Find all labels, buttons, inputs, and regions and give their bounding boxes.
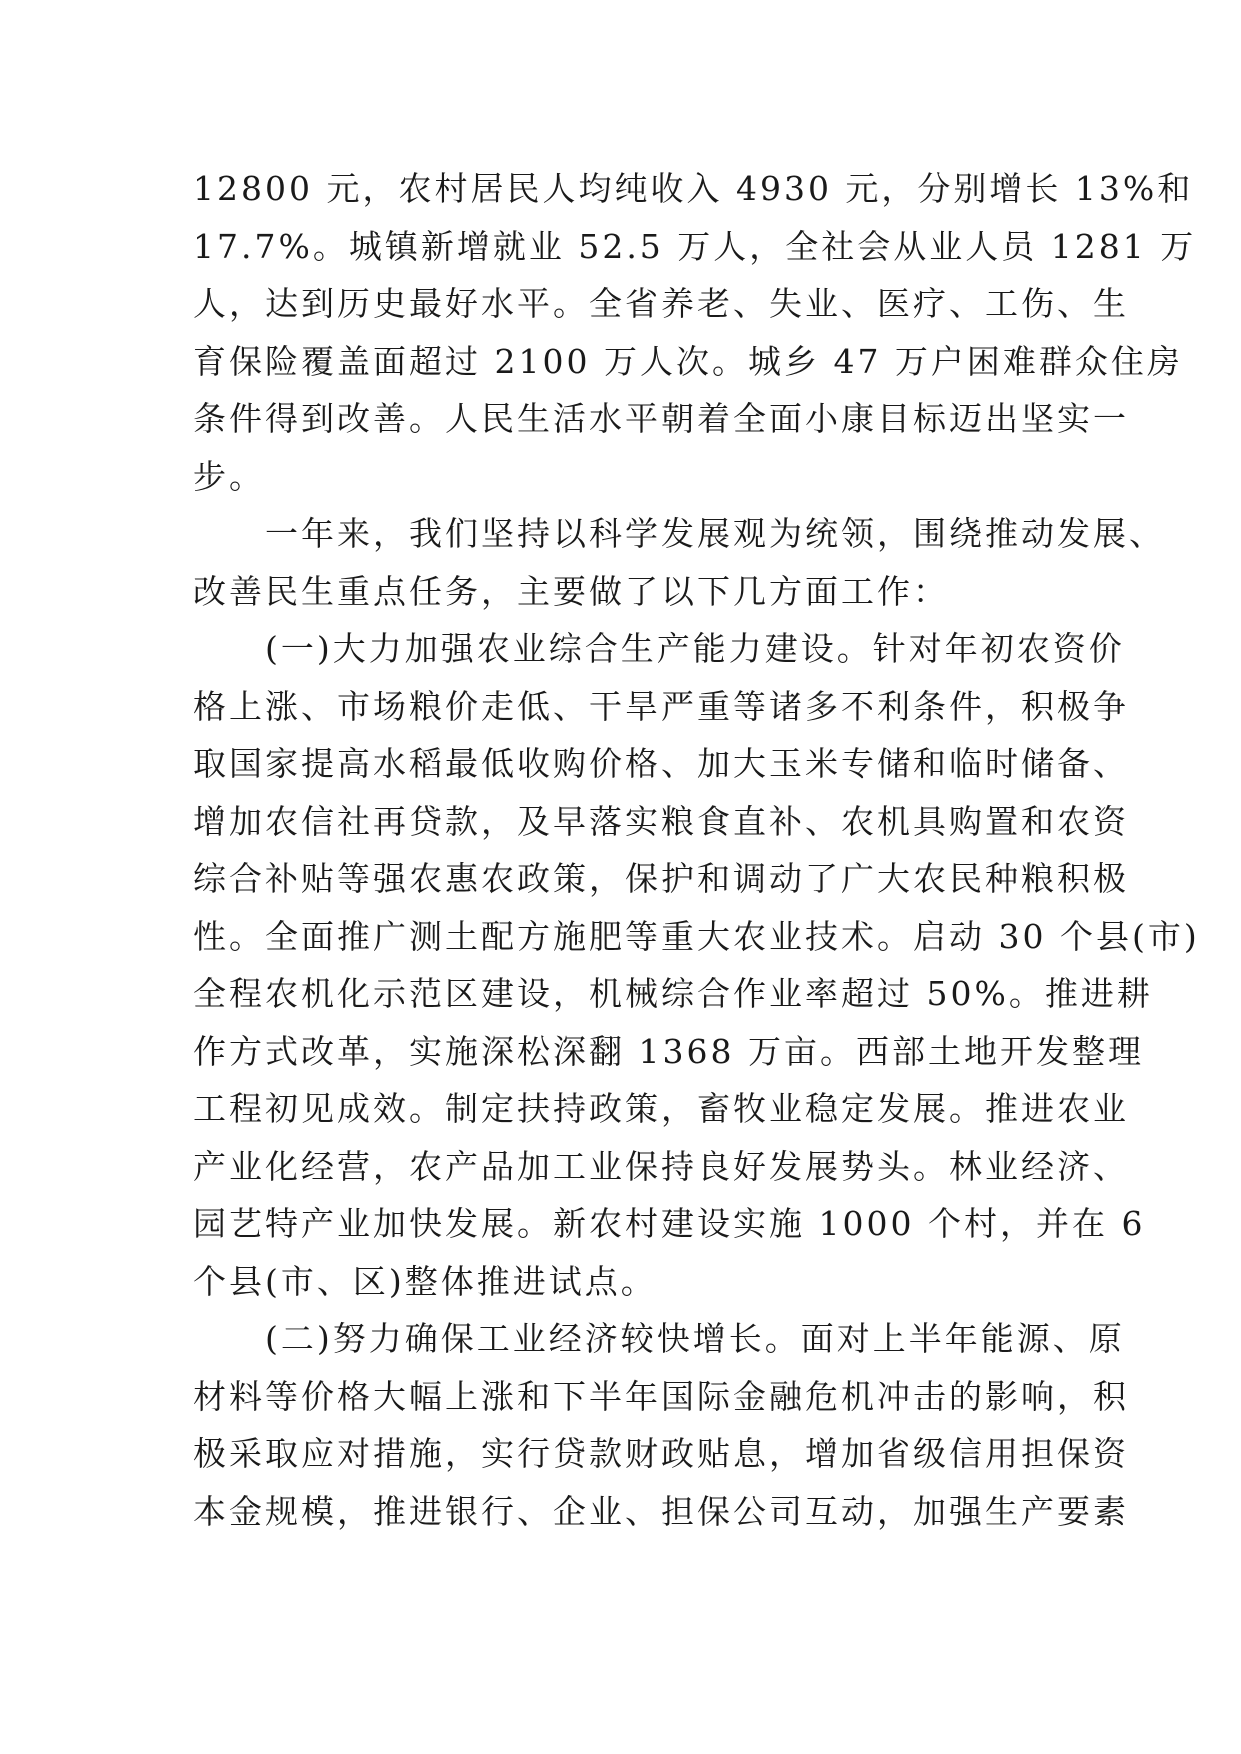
text-line: 17.7%。城镇新增就业 52.5 万人，全社会从业人员 1281 万: [193, 226, 1197, 266]
text-line: 本金规模，推进银行、企业、担保公司互动，加强生产要素: [193, 1491, 1129, 1531]
text-line: 一年来，我们坚持以科学发展观为统领，围绕推动发展、: [193, 514, 1165, 553]
document-body: [193, 160, 1200, 1540]
text-line: 取国家提高水稻最低收购价格、加大玉米专储和临时储备、: [193, 744, 1129, 783]
text-line: 个县(市、区)整体推进试点。: [193, 1261, 657, 1301]
text-line: 产业化经营，农产品加工业保持良好发展势头。林业经济、: [193, 1146, 1129, 1186]
text-line: 材料等价格大幅上涨和下半年国际金融危机冲击的影响，积: [193, 1376, 1129, 1416]
text-line: 全程农机化示范区建设，机械综合作业率超过 50%。推进耕: [193, 974, 1153, 1013]
text-line: 步。: [193, 456, 265, 496]
text-line: 工程初见成效。制定扶持政策，畜牧业稳定发展。推进农业: [193, 1089, 1129, 1128]
text-line: 增加农信社再贷款，及早落实粮食直补、农机具购置和农资: [193, 801, 1129, 841]
text-line: 育保险覆盖面超过 2100 万人次。城乡 47 万户困难群众住房: [193, 341, 1183, 381]
text-line: 极采取应对措施，实行贷款财政贴息，增加省级信用担保资: [193, 1434, 1129, 1473]
text-line: 园艺特产业加快发展。新农村建设实施 1000 个村，并在 6: [193, 1204, 1146, 1243]
text-line: 性。全面推广测土配方施肥等重大农业技术。启动 30 个县(市): [193, 916, 1200, 956]
text-line: 改善民生重点任务，主要做了以下几方面工作：: [193, 571, 949, 611]
text-line: 综合补贴等强农惠农政策，保护和调动了广大农民种粮积极: [193, 859, 1129, 898]
text-line: 条件得到改善。人民生活水平朝着全面小康目标迈出坚实一: [193, 399, 1129, 438]
text-line: 作方式改革，实施深松深翻 1368 万亩。西部土地开发整理: [193, 1031, 1144, 1071]
text-line: (一)大力加强农业综合生产能力建设。针对年初农资价: [193, 629, 1125, 668]
text-line: 格上涨、市场粮价走低、干旱严重等诸多不利条件，积极争: [193, 686, 1129, 726]
text-line: 人，达到历史最好水平。全省养老、失业、医疗、工伤、生: [193, 284, 1129, 323]
text-line: 12800 元，农村居民人均纯收入 4930 元，分别增长 13%和: [193, 169, 1194, 208]
text-line: (二)努力确保工业经济较快增长。面对上半年能源、原: [193, 1319, 1125, 1358]
